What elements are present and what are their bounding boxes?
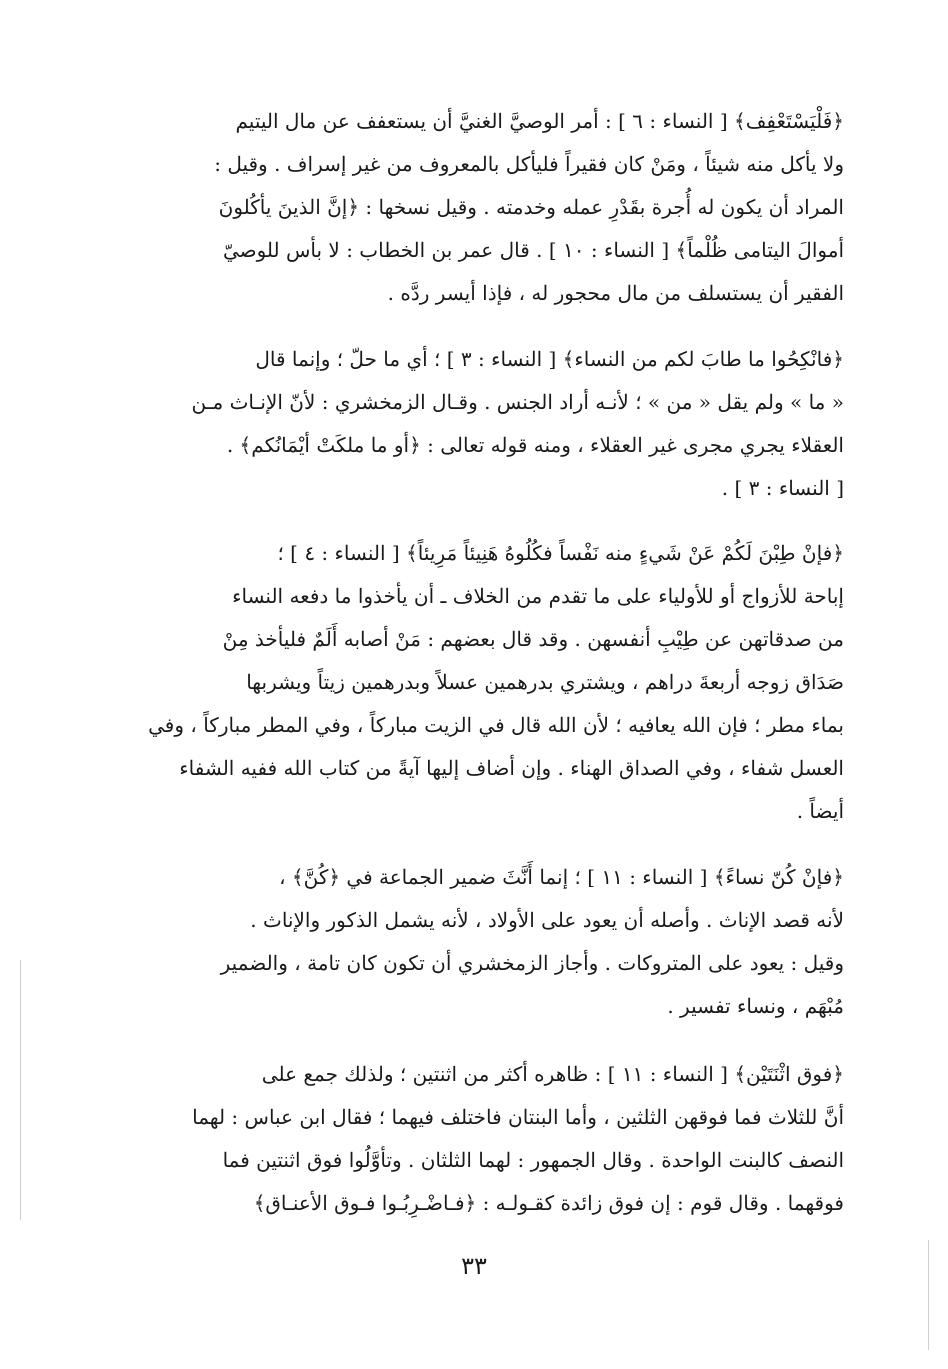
text-line: العقلاء يجري مجرى غير العقلاء ، ومنه قوله تعالى : ﴿أو ما ملكَتْ أيْمَانُكم﴾ . — [226, 433, 844, 457]
text-line: أموالَ اليتامى ظُلْماً﴾ [ النساء : ١٠ ] . قال عمر بن الخطاب : لا بأس للوصيّ — [222, 238, 844, 262]
text-line: ولا يأكل منه شيئاً ، ومَنْ كان فقيراً فليأكل بالمعروف من غير إسراف . وقيل : — [214, 152, 844, 176]
paragraph-3 — [128, 532, 844, 833]
text-line: المراد أن يكون له أُجرة بقَدْرِ عمله وخدمته . وقيل نسخها : ﴿إنَّ الذينَ يأكُلونَ — [218, 195, 844, 219]
text-line: ﴿فإنْ طِبْنَ لَكُمْ عَنْ شَيءٍ منه نَفْساً فكُلُوهُ هَنِيئاً مَرِيئاً﴾ [ النساء : ٤ ] ؛ — [277, 541, 844, 565]
paragraph-2 — [128, 338, 844, 510]
text-line: ﴿فإنْ كُنّ نساءً﴾ [ النساء : ١١ ] ؛ إنما أَنَّثَ ضمير الجماعة في ﴿كُنَّ﴾ ، — [279, 865, 844, 889]
text-line: وقيل : يعود على المتروكات . وأجاز الزمخشري أن تكون كان تامة ، والضمير — [220, 951, 844, 975]
text-line: ﴿فوق اثْنَتَيْن﴾ [ النساء : ١١ ] : ظاهره أكثر من اثنتين ؛ ولذلك جمع على — [261, 1062, 844, 1086]
text-line: الفقير أن يستسلف من مال محجور له ، فإذا أيسر ردَّه . — [387, 281, 844, 305]
text-line: ﴿فَلْيَسْتَعْفِف﴾ [ النساء : ٦ ] : أمر الوصيَّ الغنيَّ أن يستعفف عن مال اليتيم — [235, 109, 844, 133]
text-line: [ النساء : ٣ ] . — [721, 476, 844, 500]
text-line: العسل شفاء ، وفي الصداق الهناء . وإن أضاف إليها آيةً من كتاب الله ففيه الشفاء — [179, 756, 844, 780]
text-line: صَدَاق زوجه أربعةَ دراهم ، ويشتري بدرهمين عسلاً وبدرهمين زيتاً ويشربها — [246, 670, 844, 694]
paragraph-5 — [128, 1053, 844, 1225]
page-number: ٣٣ — [461, 1252, 487, 1280]
paragraph-4 — [128, 856, 844, 1028]
text-line: بماء مطر ؛ فإن الله يعافيه ؛ لأن الله قال في الزيت مباركاً ، وفي المطر مباركاً ، وفي — [148, 713, 844, 737]
text-line: أنَّ للثلاث فما فوقهن الثلثين ، وأما البنتان فاختلف فيهما ؛ فقال ابن عباس : لهما — [192, 1105, 844, 1129]
text-line: ﴿فانْكِحُوا ما طابَ لكم من النساء﴾ [ النساء : ٣ ] ؛ أي ما حلّ ؛ وإنما قال — [255, 347, 844, 371]
scan-edge-line — [928, 1240, 929, 1350]
text-line: لأنه قصد الإناث . وأصله أن يعود على الأولاد ، لأنه يشمل الذكور والإناث . — [250, 908, 844, 932]
text-line: مُبْهَم ، ونساء تفسير . — [667, 994, 844, 1018]
scan-edge-line — [20, 960, 21, 1220]
text-line: أيضاً . — [796, 799, 844, 823]
text-line: إباحة للأزواج أو للأولياء على ما تقدم من الخلاف ـ أن يأخذوا ما دفعه النساء — [232, 584, 844, 608]
text-line: فوقهما . وقال قوم : إن فوق زائدة كقـولـه : ﴿فـاضْـرِبُـوا فـوق الأعنـاق﴾ — [253, 1191, 844, 1215]
text-line: النصف كالبنت الواحدة . وقال الجمهور : لهما الثلثان . وتأوَّلُوا فوق اثنتين فما — [222, 1148, 844, 1172]
text-line: « ما » ولم يقل « من » ؛ لأنـه أراد الجنس . وقـال الزمخشري : لأنّ الإنـاث مـن — [191, 390, 844, 414]
paragraph-1 — [128, 100, 844, 315]
text-line: من صدقاتهن عن طِيْبِ أنفسهن . وقد قال بعضهم : مَنْ أصابه أَلَمٌ فليأخذ مِنْ — [222, 627, 844, 651]
